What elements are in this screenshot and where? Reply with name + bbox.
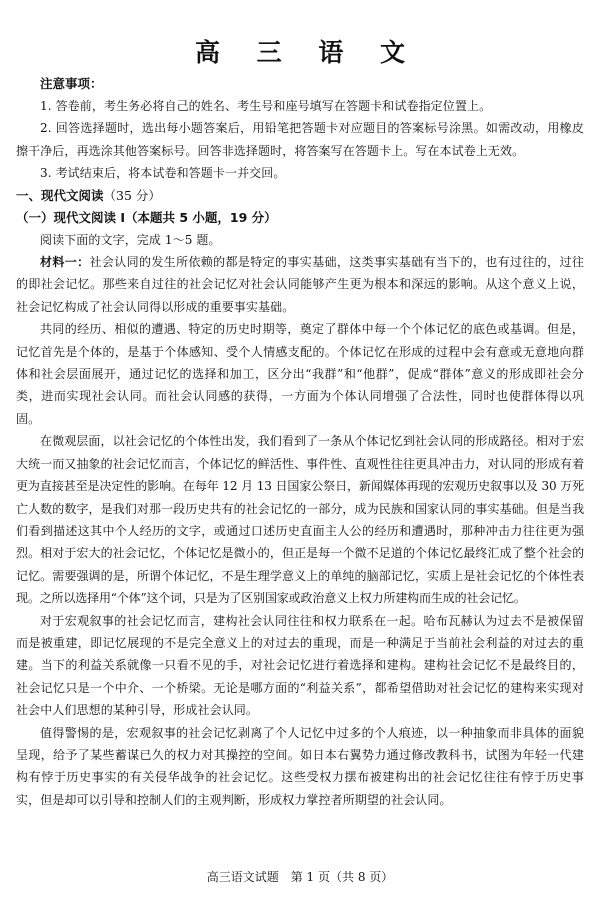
notice-item-2: 2. 回答选择题时，选出每小题答案后，用铅笔把答题卡对应题目的答案标号涂黑。如需改动，用橡皮擦干净后，再选涂其他答案标号。回答非选择题时，将答案写在答题卡上。写在本试卷上无效。 (16, 121, 584, 158)
section-points: （35 分） (103, 187, 161, 203)
page-footer: 高三语文试题 第 1 页（共 8 页） (206, 870, 394, 884)
section-heading-text: 一、现代文阅读 (16, 187, 104, 203)
material-paragraph-4: 对于宏观叙事的社会记忆而言，建构社会认同往往和权力联系在一起。哈布瓦赫认为过去不是被保留而是被重建，即记忆展现的不是完全意义上的对过去的重现，而是一种满足于当前社会利益的对过去的重建。当下的利益关系就像一只看不见的手，对社会记忆进行着选择和建构。建构社会记忆不是最终目的，社会记忆只是一个中介、一个桥梁。无论是哪方面的“利益关系”，都希望借助对社会记忆的建构来实现对社会中人们思想的某种引导，形成社会认同。 (16, 613, 584, 718)
notice-item-1: 1. 答卷前，考生务必将自己的姓名、考生号和座号填写在答题卡和试卷指定位置上。 (40, 99, 492, 113)
material-label: 材料一： (40, 255, 90, 270)
material-paragraph-3: 在微观层面，以社会记忆的个体性出发，我们看到了一条从个体记忆到社会认同的形成路径。相对于宏大统一而又抽象的社会记忆而言，个体记忆的鲜活性、事件性、直观性往往更具冲击力，对认同的形成有着更为直接甚至是决定性的影响。在每年 12 月 13 日国家公祭日，新闻媒体再现的宏观历史叙事以及 30 万死亡人数的数字，是我们对那一段历史共有的社会记忆的一部分，成为民族和国家认同的事实基础。但是当我们看到描述这其中个人经历的文字，或通过口述历史直面主人公的经历和遭遇时，那种冲击力往往更为强烈。相对于宏大的社会记忆，个体记忆是微小的，但正是每一个微不足道的个体记忆最终汇成了整个社会的记忆。需要强调的是，所谓个体记忆，不是生理学意义上的单纯的脑部记忆，实质上是社会记忆的个体性表现。之所以选择用“个体”这个词，只是为了区别国家或政治意义上权力所建构而生成的社会记忆。 (16, 434, 584, 606)
page-title: 高 三 语 文 (194, 38, 420, 67)
material-paragraph-2: 共同的经历、相似的遭遇、特定的历史时期等，奠定了群体中每一个个体记忆的底色或基调。但是，记忆首先是个体的，是基于个体感知、受个人情感支配的。个体记忆在形成的过程中会有意或无意地向群体和社会层面展开，通过记忆的选择和加工，区分出“我群”和“他群”，促成“群体”意义的形成即社会分类，进而实现社会认同。而社会认同感的获得，一方面为个体认同增强了合法性，同时也使群体得以巩固。 (16, 322, 584, 426)
notice-item-3: 3. 考试结束后，将本试卷和答题卡一并交回。 (40, 166, 286, 181)
section-heading (16, 185, 584, 207)
material-paragraph-1 (16, 251, 584, 318)
subsection-heading: （一）现代文阅读 I（本题共 5 小题，19 分） (16, 209, 277, 225)
reading-instruction: 阅读下面的文字，完成 1～5 题。 (40, 232, 221, 247)
material-paragraph-5: 值得警惕的是，宏观叙事的社会记忆剥离了个人记忆中过多的个人痕迹，以一种抽象而非具体的面貌呈现，给予了某些蓄谋已久的权力对其操控的空间。如日本右翼势力通过修改教科书，试图为年轻一代建构有悖于历史事实的有关侵华战争的社会记忆。这些受权力摆布被建构出的社会记忆往往有悖于历史事实，但是却可以引导和控制人们的主观判断，形成权力掌控者所期望的社会认同。 (16, 725, 584, 807)
notice-heading: 注意事项： (40, 76, 103, 91)
material-first-text: 社会认同的发生所依赖的都是特定的事实基础，这类事实基础有当下的，也有过往的，过往的即社会记忆。那些来自过往的社会记忆对社会认同能够产生更为根本和深远的影响。从这个意义上说，社会记忆构成了社会认同得以形成的重要事实基础。 (16, 255, 584, 314)
